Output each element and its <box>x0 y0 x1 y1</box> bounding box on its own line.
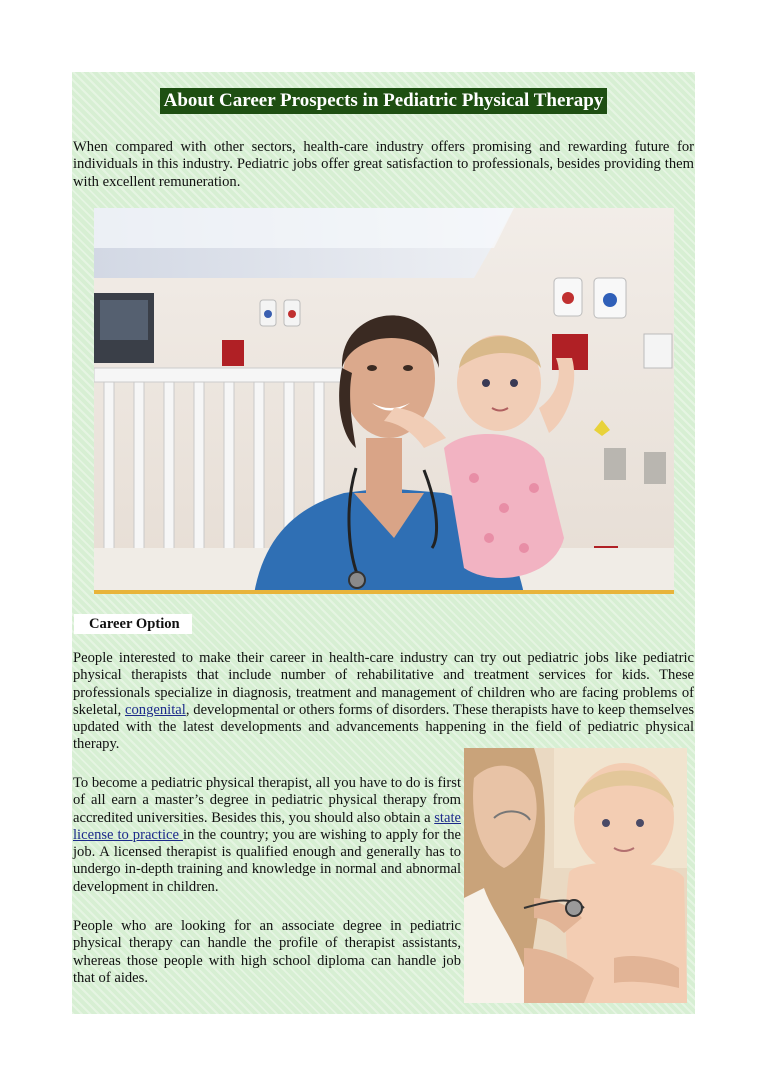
associate-degree-paragraph: People who are looking for an associate degree in pediatric physical therapy can handle the profile of therapist assistants, whereas those people with high school diploma can handle job that of aides. <box>73 918 461 986</box>
nurse-holding-baby-illustration <box>94 208 674 594</box>
nurse-holding-baby-photo <box>94 208 674 594</box>
career-paragraph <box>73 650 694 754</box>
licensing-paragraph-text-1: To become a pediatric physical therapist, all you have to do is first of all earn a master’s degree in pediatric physical therapy from accredited universities. Besides this, you should also obtain a <box>73 775 461 826</box>
career-paragraph-text-2: , developmental or others forms of disorders. These therapists have to keep themselves updated with the latest developments and advancements happening in the field of pediatric physical therapy. <box>73 701 694 753</box>
page-title: About Career Prospects in Pediatric Physical Therapy <box>160 88 608 114</box>
section-heading-career-option: Career Option <box>74 614 192 634</box>
title-wrap <box>72 88 695 114</box>
intro-paragraph: When compared with other sectors, health-care industry offers promising and rewarding future for individuals in this industry. Pediatric jobs offer great satisfaction to professionals, besides providing them with excellent remuneration. <box>73 139 694 190</box>
therapist-examining-infant-illustration <box>464 748 687 1003</box>
career-paragraph-text-1: People interested to make their career in health-care industry can try out pediatric jobs like pediatric physical therapists that include number of rehabilitative and treatment services for kids. These professionals specialize in diagnosis, treatment and management of children who are facing problems of skeletal, <box>73 650 694 718</box>
congenital-link[interactable]: congenital <box>125 701 186 718</box>
document-page <box>72 72 695 1014</box>
therapist-examining-infant-photo <box>464 748 687 1003</box>
licensing-paragraph-text-2: in the country; you are wishing to apply for the job. A licensed therapist is qualified enough and generally has to undergo in-depth training and knowledge in normal and abnormal development in children. <box>73 826 461 895</box>
state-license-link[interactable]: state license to practice <box>73 809 461 843</box>
licensing-paragraph <box>73 775 461 896</box>
